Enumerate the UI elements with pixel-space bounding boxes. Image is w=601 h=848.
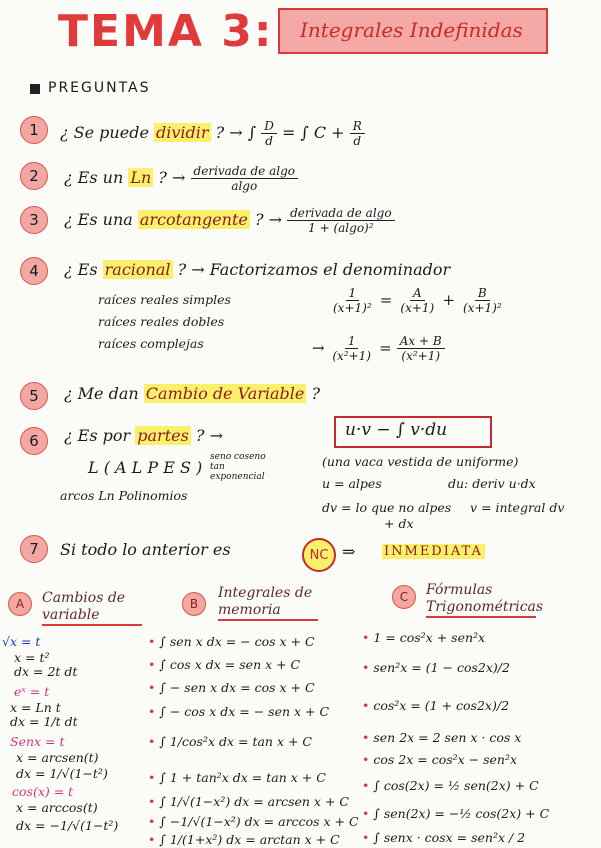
cambio-line: eˣ = t (14, 684, 50, 699)
trig-line: • cos 2x = cos²x − sen²x (362, 752, 518, 767)
question-2: ¿ Es un Ln ? → $\frac{\text{derivada de algo}}{algo}$ (64, 164, 298, 193)
memoria-line: • ∫ 1/(1+x²) dx = arctan x + C (148, 832, 340, 847)
alpes-subnote: arcos Ln Polinomios (60, 488, 188, 503)
cambio-line: dx = −1/√(1−t²) (16, 818, 119, 833)
memoria-line: • ∫ −1/√(1−x²) dx = arccos x + C (148, 814, 359, 829)
question-5: ¿ Me dan Cambio de Variable ? (64, 384, 321, 403)
memoria-line: • ∫ 1/cos²x dx = tan x + C (148, 734, 312, 749)
memoria-line: • ∫ − cos x dx = − sen x + C (148, 704, 330, 719)
nc-badge: NC (302, 538, 336, 572)
cambio-line: dx = 2t dt (14, 664, 78, 679)
implies-arrow: ⇒ (342, 542, 356, 561)
question-number: 4 (20, 257, 48, 285)
question-3: ¿ Es una arcotangente ? → $\frac{\text{derivada de algo}}{\text{1 + (algo)²}}$ (64, 206, 395, 235)
memoria-line: • ∫ cos x dx = sen x + C (148, 657, 301, 672)
alpes: L ( A L P E S ) (88, 458, 203, 477)
memoria-line: • ∫ − sen x dx = cos x + C (148, 680, 315, 695)
column-c-badge: C (392, 585, 416, 609)
question-number: 3 (20, 206, 48, 234)
racional-formula-1: $\frac{1}{\text{(x+1)²}}$ = $\frac{A}{(x+1)}$ + $\frac{B}{\text{(x+1)²}}$ (333, 286, 502, 315)
trig-line: • ∫ cos(2x) = ½ sen(2x) + C (362, 778, 539, 793)
bullet-icon (30, 84, 40, 94)
question-number: 6 (20, 427, 48, 455)
cambio-line: Senx = t (10, 734, 65, 749)
question-number: 5 (20, 382, 48, 410)
cambio-line: x = Ln t (10, 700, 61, 715)
partes-mnemonic: (una vaca vestida de uniforme) (322, 454, 519, 469)
trig-line: • ∫ senx · cosx = sen²x / 2 (362, 830, 526, 845)
partes-du: du: deriv u·dx (448, 476, 536, 491)
trig-line: • cos²x = (1 + cos2x)/2 (362, 698, 510, 713)
column-a-title: Cambios de variable (42, 590, 142, 626)
section-title: PREGUNTAS (48, 80, 151, 96)
cambio-line: x = t² (14, 650, 50, 665)
racional-formula-3: → $\frac{1}{\text{(x²+1)}}$ = $\frac{Ax + B}{\text{(x²+1)}}$ (312, 334, 445, 363)
cambio-line: dx = 1/√(1−t²) (16, 766, 108, 781)
cambio-line: dx = 1/t dt (10, 714, 78, 729)
partes-v: v = integral dv (470, 500, 565, 515)
inmediata-label: INMEDIATA (384, 544, 483, 559)
racional-row-1: raíces reales simples (98, 292, 231, 307)
racional-row-2: raíces reales dobles (98, 314, 225, 329)
cambio-line: x = arccos(t) (16, 800, 98, 815)
trig-line: • ∫ sen(2x) = −½ cos(2x) + C (362, 806, 550, 821)
trig-line: • sen 2x = 2 sen x · cos x (362, 730, 522, 745)
cambio-line: cos(x) = t (12, 784, 74, 799)
trig-line: • 1 = cos²x + sen²x (362, 630, 486, 645)
cambio-line: x = arcsen(t) (16, 750, 99, 765)
question-6: ¿ Es por partes ? → (64, 426, 223, 445)
question-1: ¿ Se puede dividir ? → ∫ $\frac{D}{d}$ = ∫ C + $\frac{R}{d}$ (60, 119, 365, 148)
memoria-line: • ∫ 1 + tan²x dx = tan x + C (148, 770, 326, 785)
page-subtitle: Integrales Indefinidas (300, 18, 523, 42)
page-title: TEMA 3: (58, 6, 274, 57)
trig-line: • sen²x = (1 − cos2x)/2 (362, 660, 510, 675)
question-number: 7 (20, 535, 48, 563)
partes-dv: dv = lo que no alpes (322, 500, 452, 515)
column-b-badge: B (182, 592, 206, 616)
question-4: ¿ Es racional ? → Factorizamos el denominador (64, 260, 451, 279)
alpes-note: seno coseno tan exponencial (210, 452, 266, 482)
memoria-line: • ∫ 1/√(1−x²) dx = arcsen x + C (148, 794, 349, 809)
column-a-badge: A (8, 592, 32, 616)
question-number: 1 (20, 116, 48, 144)
partes-formula: u·v − ∫ v·du (345, 420, 448, 440)
partes-dx: + dx (384, 516, 414, 531)
partes-u: u = alpes (322, 476, 382, 491)
question-7: Si todo lo anterior es (60, 540, 231, 559)
question-number: 2 (20, 162, 48, 190)
cambio-line: √x = t (2, 634, 41, 649)
memoria-line: • ∫ sen x dx = − cos x + C (148, 634, 315, 649)
racional-row-3: raíces complejas (98, 336, 204, 351)
column-b-title: Integrales de memoria (218, 585, 318, 621)
column-c-title: Fórmulas Trigonométricas (426, 582, 536, 618)
